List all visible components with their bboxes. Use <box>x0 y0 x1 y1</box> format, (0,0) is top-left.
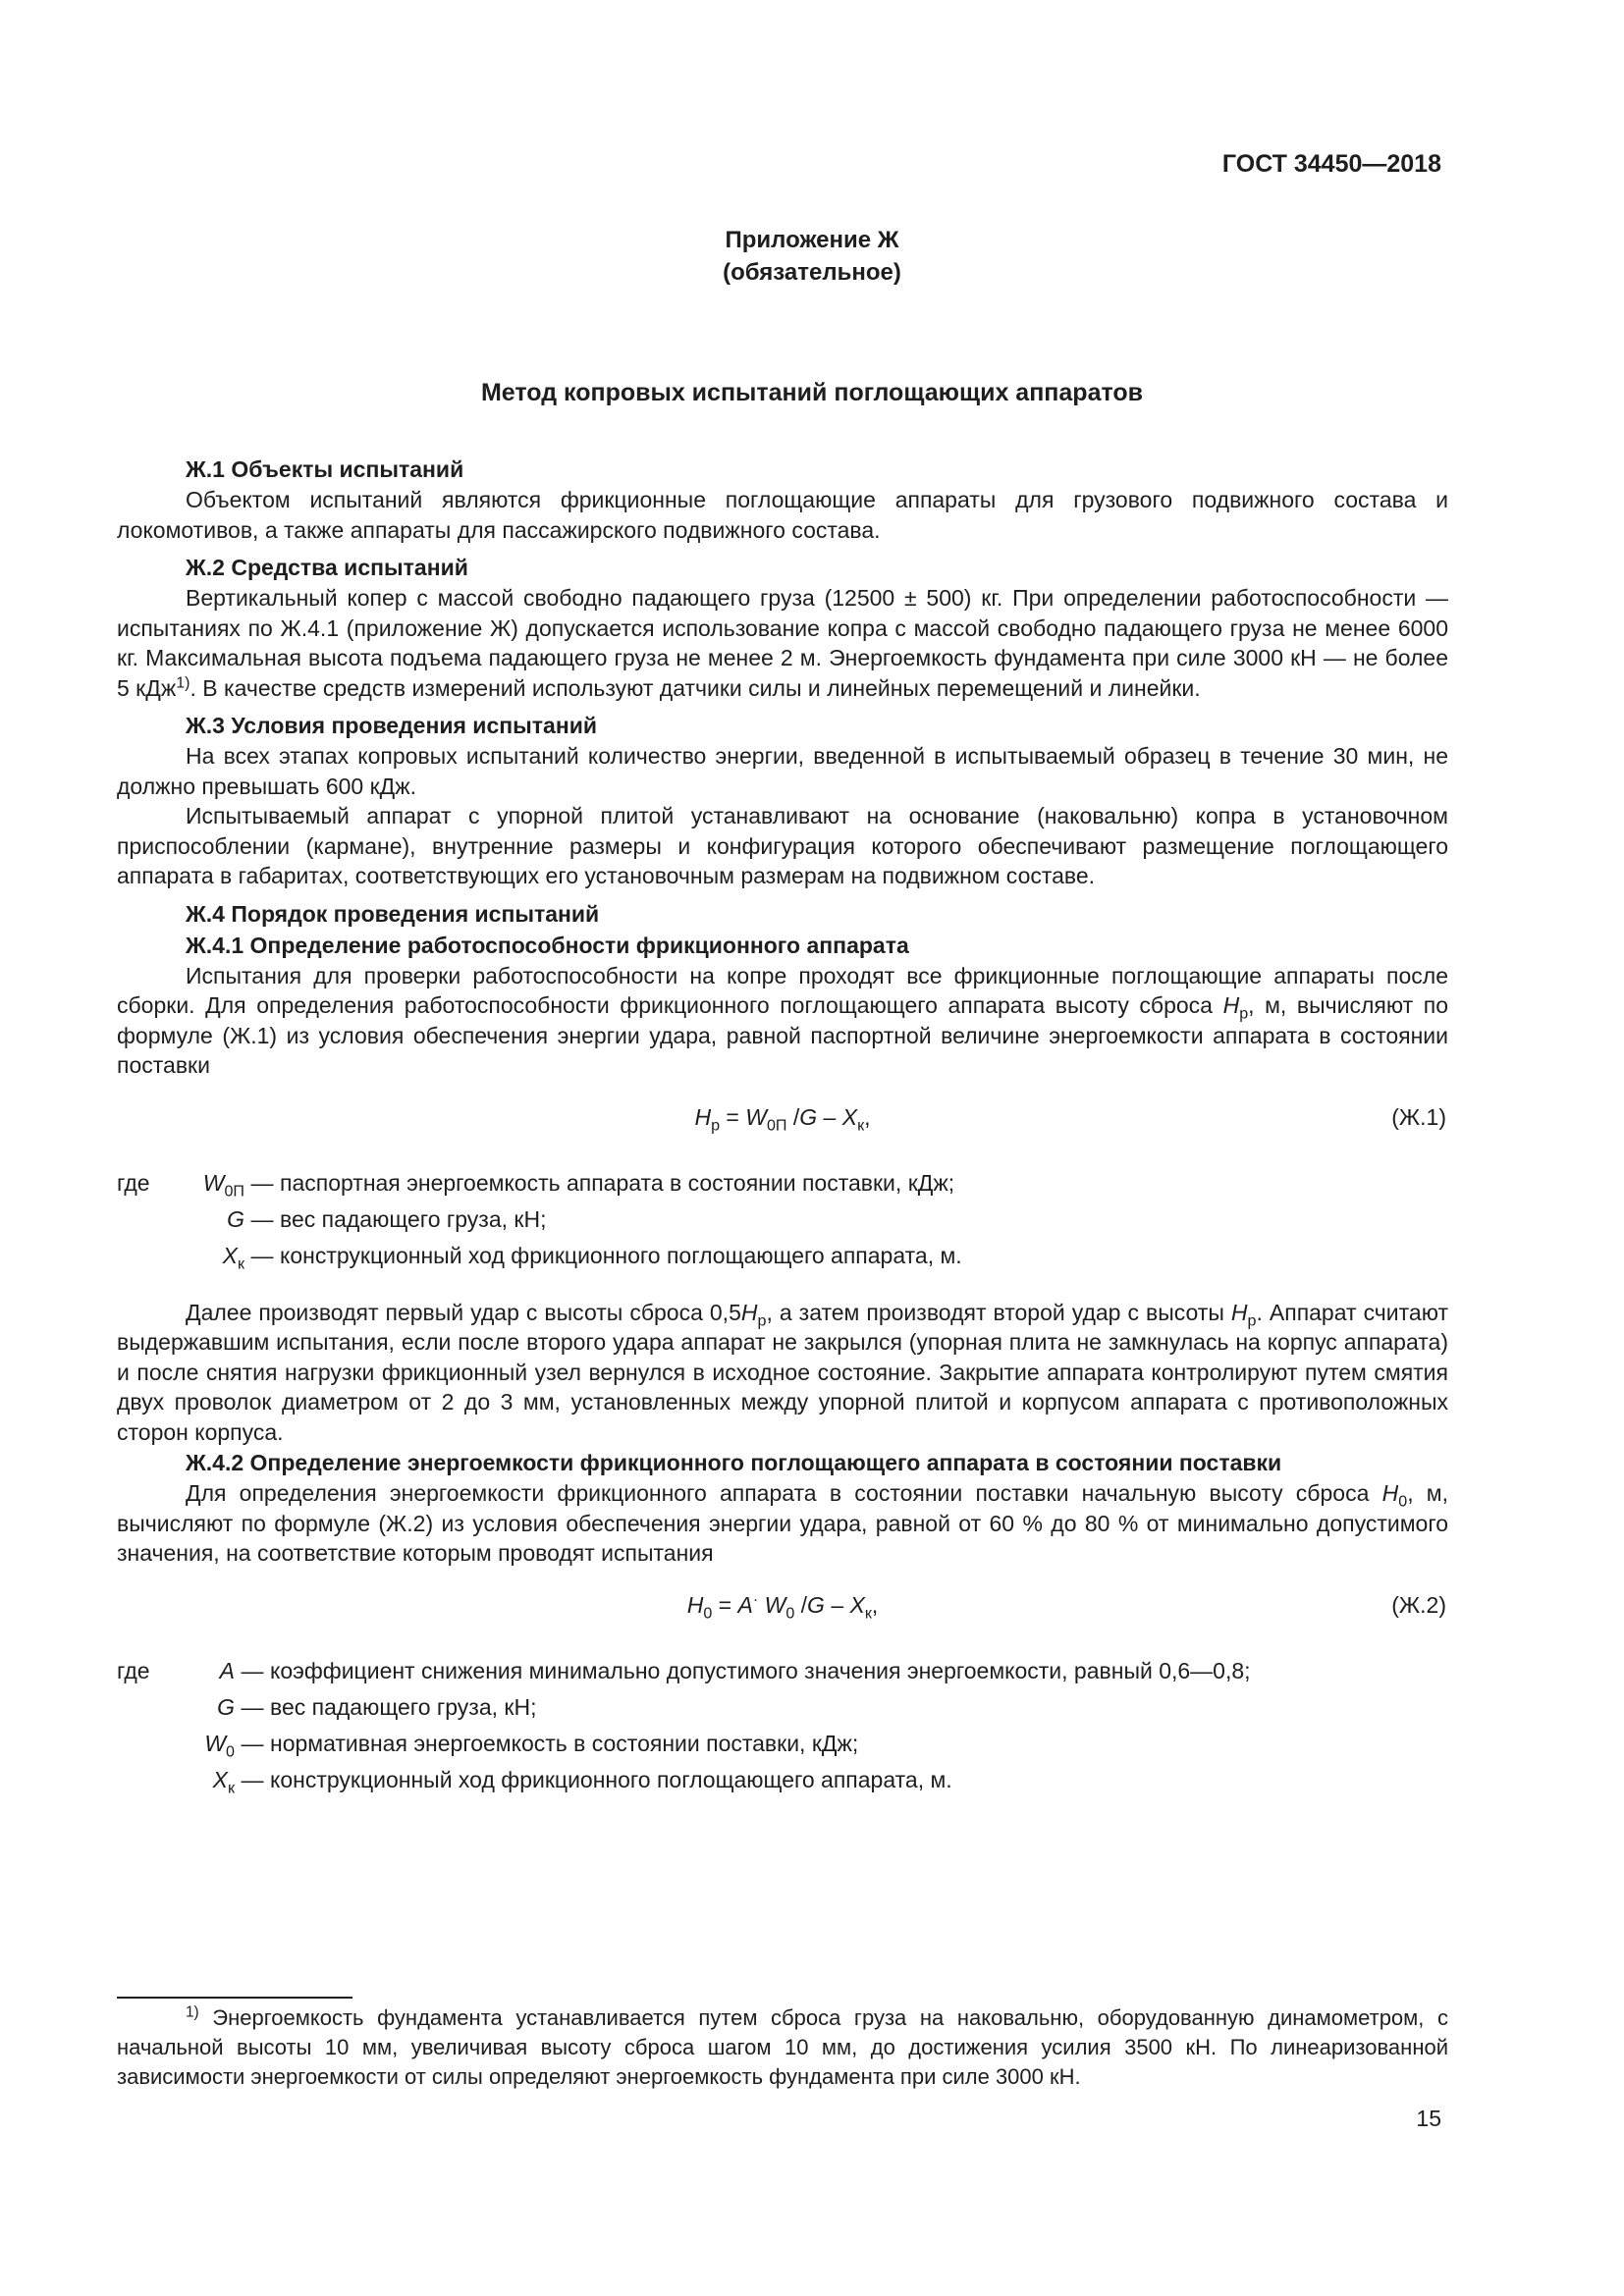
legend-symbol <box>174 1238 244 1274</box>
formula-1-x: X <box>841 1103 858 1130</box>
legend-description: вес падающего груза, кН; <box>280 1205 547 1232</box>
footnote-divider <box>117 1997 352 1999</box>
legend-symbol-letter: G <box>227 1205 244 1232</box>
section-4-1-text-a: Испытания для проверки работоспособности на копре проходят все фрикционные поглощающие аппараты после сборки. Для определения работоспособности фрикционного поглощающего аппарата высоту сброса <box>117 962 1448 1018</box>
formula-2-w-sub: 0 <box>785 1604 795 1623</box>
formula-2-number: (Ж.2) <box>1391 1591 1446 1618</box>
legend-lead: где <box>117 1657 150 1683</box>
legend-row <box>117 1238 1448 1274</box>
inline-h: H <box>1230 1299 1248 1325</box>
inline-h: H <box>740 1299 758 1325</box>
formula-2-h: H <box>686 1591 704 1618</box>
legend-dash: — <box>241 1730 264 1756</box>
formula-2-dot: · <box>752 1589 759 1608</box>
legend-symbol-letter: X <box>212 1766 228 1792</box>
formula-2-a: A <box>737 1591 753 1618</box>
inline-h: H <box>1222 992 1240 1018</box>
legend-symbol <box>174 1653 235 1689</box>
legend-lead-empty <box>117 1201 174 1238</box>
formula-2-w: W <box>758 1591 786 1618</box>
formula-2-expression <box>117 1590 1448 1621</box>
legend-symbol <box>174 1762 235 1798</box>
section-4-2-text-b: , м, вычисляют по формуле (Ж.2) из условия обеспечения энергии удара, равной от 60 % до 80 % от минимально допустимого значения, на соответствие которым проводят испытания <box>117 1480 1449 1566</box>
inline-h: H <box>1381 1480 1399 1506</box>
appendix-subtitle: (обязательное) <box>723 259 901 286</box>
appendix-heading <box>0 224 1624 289</box>
section-4-1-text-b: , м, вычисляют по формуле (Ж.1) из условия обеспечения энергии удара, равной паспортной величине энергоемкости аппарата в состоянии поставки <box>117 992 1448 1078</box>
formula-2-tail: , <box>871 1591 879 1618</box>
legend-symbol-letter: G <box>217 1693 235 1720</box>
legend-dash: — <box>250 1205 274 1232</box>
legend-lead-empty <box>117 1238 174 1274</box>
formula-1-h: H <box>694 1103 712 1130</box>
legend-symbol-letter: W <box>202 1169 225 1196</box>
formula-2-x: X <box>849 1591 865 1618</box>
legend-symbol <box>174 1726 235 1762</box>
formula-1-number: (Ж.1) <box>1391 1103 1446 1130</box>
legend-lead: где <box>117 1169 150 1196</box>
legend-row <box>117 1726 1448 1762</box>
legend-symbol-sub: 0 <box>226 1742 235 1761</box>
footnote-ref: 1) <box>176 672 190 691</box>
legend-description: вес падающего груза, кН; <box>270 1693 537 1720</box>
legend-dash: — <box>250 1242 274 1268</box>
section-3-paragraph-2: Испытываемый аппарат с упорной плитой устанавливают на основание (наковальню) копра в установочном приспособлении (кармане), внутренние размеры и конфигурация которого обеспечивают размещение поглощающего аппарата в габаритах, соответствующих его установочным размерам на подвижном составе. <box>117 803 1448 888</box>
legend-row <box>117 1653 1448 1689</box>
section-3-heading: Ж.3 Условия проведения испытаний <box>186 713 597 738</box>
formula-1 <box>117 1102 1448 1142</box>
formula-2-g: G <box>807 1591 825 1618</box>
formula-1-w: W <box>745 1103 767 1130</box>
legend-dash: — <box>241 1693 264 1720</box>
legend-description: паспортная энергоемкость аппарата в состоянии поставки, кДж; <box>280 1169 955 1196</box>
legend-symbol-sub: 0П <box>224 1182 244 1201</box>
section-4-2-paragraph <box>117 1478 1448 1569</box>
formula-1-x-sub: к <box>857 1116 865 1135</box>
legend-row <box>117 1689 1448 1726</box>
legend-lead-empty <box>117 1762 174 1798</box>
section-2-text-b: . В качестве средств измерений используют датчики силы и линейных перемещений и линейки. <box>189 674 1201 701</box>
document-body <box>117 454 1448 1822</box>
legend-description: коэффициент снижения минимально допустимого значения энергоемкости, равный 0,6—0,8; <box>270 1657 1251 1683</box>
legend-symbol-sub: к <box>237 1255 244 1273</box>
section-4 <box>117 898 1448 1798</box>
legend-lead-empty <box>117 1726 174 1762</box>
section-1 <box>117 454 1448 545</box>
section-2 <box>117 552 1448 703</box>
section-3 <box>117 710 1448 891</box>
section-4-1-heading: Ж.4.1 Определение работоспособности фрикционного аппарата <box>186 932 909 958</box>
section-4-1-paragraph-2 <box>117 1298 1448 1448</box>
section-4-1-after-b: , а затем производят второй удар с высоты <box>766 1299 1224 1325</box>
section-4-2-heading: Ж.4.2 Определение энергоемкости фрикционного поглощающего аппарата в состоянии поставки <box>186 1450 1282 1475</box>
section-4-1-after-a: Далее производят первый удар с высоты сброса 0,5 <box>186 1299 741 1325</box>
legend-lead-empty <box>117 1689 174 1726</box>
section-4-heading: Ж.4 Порядок проведения испытаний <box>186 900 600 927</box>
section-4-1-paragraph <box>117 961 1448 1081</box>
legend-symbol <box>174 1689 235 1726</box>
formula-1-tail: , <box>864 1103 871 1130</box>
legend-symbol-letter: A <box>219 1657 235 1683</box>
legend-symbol <box>174 1165 244 1201</box>
formula-1-eq: = <box>720 1103 746 1130</box>
section-4-2-text-a: Для определения энергоемкости фрикционного аппарата в состоянии поставки начальную высоту сброса <box>186 1480 1370 1506</box>
section-4-1-after-c: . Аппарат считают выдержавшим испытания, если после второго удара аппарат не закрылся (упорная плита не замкнулась на корпус аппарата) и после снятия нагрузки фрикционный узел вернулся в исходное состояние. Закрытие аппарата контролируют путем смятия двух проволок диаметром от 2 до 3 мм, установленных между упорной плитой и корпусом аппарата с противоположных сторон корпуса. <box>117 1299 1448 1445</box>
formula-1-w-sub: 0П <box>766 1116 787 1135</box>
legend-description: нормативная энергоемкость в состоянии поставки, кДж; <box>270 1730 859 1756</box>
inline-h-sub: р <box>1239 1004 1249 1023</box>
formula-1-div: / <box>786 1103 800 1130</box>
formula-2-eq: = <box>712 1591 738 1618</box>
page-number: 15 <box>1416 2106 1441 2131</box>
section-2-heading: Ж.2 Средства испытаний <box>186 555 468 580</box>
inline-h-sub: р <box>1247 1311 1257 1330</box>
section-3-paragraph-1: На всех этапах копровых испытаний количество энергии, введенной в испытываемый образец в течение 30 мин, не должно превышать 600 кДж. <box>117 743 1448 799</box>
formula-1-legend <box>117 1165 1448 1274</box>
legend-symbol-sub: к <box>227 1779 235 1797</box>
footnote-mark: 1) <box>186 2003 199 2021</box>
section-1-text: Объектом испытаний являются фрикционные поглощающие аппараты для грузового подвижного состава и локомотивов, а также аппараты для пассажирского подвижного состава. <box>117 487 1448 543</box>
formula-1-expression <box>117 1102 1448 1133</box>
formula-1-minus: – <box>817 1103 842 1130</box>
legend-symbol-letter: W <box>204 1730 227 1756</box>
footnote <box>117 2003 1448 2092</box>
legend-dash: — <box>241 1766 264 1792</box>
section-2-text <box>117 583 1448 703</box>
formula-2-x-sub: к <box>864 1604 872 1623</box>
footnote-text: Энергоемкость фундамента устанавливается путем сброса груза на наковальню, оборудованную динамометром, с начальной высоты 10 мм, увеличивая высоту сброса шагом 10 мм, до достижения усилия 3500 кН. По линеаризованной зависимости энергоемкости от силы определяют энергоемкость фундамента при силе 3000 кН. <box>117 2005 1448 2089</box>
legend-row <box>117 1165 1448 1201</box>
formula-2-div: / <box>794 1591 808 1618</box>
legend-dash: — <box>241 1657 264 1683</box>
legend-description: конструкционный ход фрикционного поглощающего аппарата, м. <box>270 1766 952 1792</box>
formula-2-legend <box>117 1653 1448 1798</box>
inline-h-sub: 0 <box>1398 1492 1408 1511</box>
section-2-text-a: Вертикальный копер с массой свободно падающего груза (12500 ± 500) кг. При определении работоспособности — испытаниях по Ж.4.1 (приложение Ж) допускается использование копра с массой свободно падающего груза не менее 6000 кг. Максимальная высота подъема падающего груза не менее 2 м. Энергоемкость фундамента при силе 3000 кН — не более 5 кДж <box>117 585 1448 701</box>
appendix-title: Приложение Ж <box>725 227 899 253</box>
formula-2 <box>117 1590 1448 1629</box>
legend-symbol-letter: X <box>222 1242 238 1268</box>
legend-dash: — <box>250 1169 274 1196</box>
formula-1-h-sub: р <box>711 1116 721 1135</box>
document-id: ГОСТ 34450—2018 <box>1221 150 1441 178</box>
formula-2-minus: – <box>824 1591 850 1618</box>
legend-row <box>117 1201 1448 1238</box>
section-1-heading: Ж.1 Объекты испытаний <box>186 456 464 482</box>
inline-h-sub: р <box>757 1311 767 1330</box>
legend-description: конструкционный ход фрикционного поглощающего аппарата, м. <box>280 1242 962 1268</box>
legend-row <box>117 1762 1448 1798</box>
formula-2-h-sub: 0 <box>703 1604 713 1623</box>
legend-symbol <box>174 1201 244 1238</box>
main-title: Метод копровых испытаний поглощающих аппаратов <box>480 379 1144 406</box>
formula-1-g: G <box>799 1103 818 1130</box>
